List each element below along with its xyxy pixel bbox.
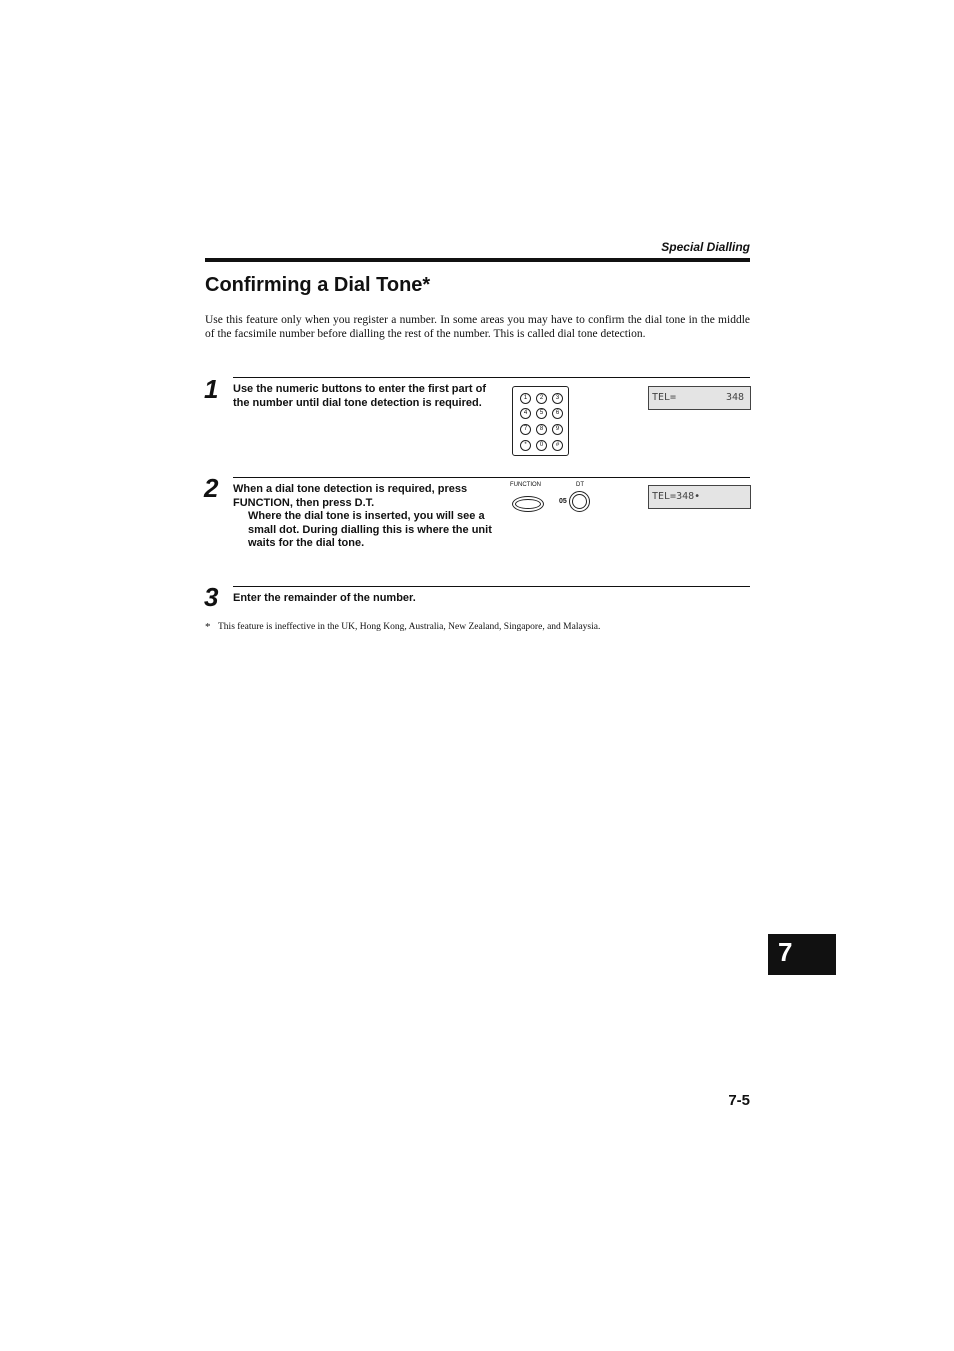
- key-hash[interactable]: #: [552, 440, 563, 451]
- step-1-rule: [233, 377, 750, 378]
- page-heading: Confirming a Dial Tone*: [205, 274, 431, 296]
- footnote-text: This feature is ineffective in the UK, Hong Kong, Australia, New Zealand, Singapore, and Malaysia.: [218, 622, 601, 632]
- step-1-text: Use the numeric buttons to enter the first part of the number until dial tone detection is required.: [233, 383, 487, 409]
- header-rule: [205, 258, 750, 262]
- step-2-subtext: Where the dial tone is inserted, you will see a small dot. During dialling this is where the unit waits for the dial tone.: [248, 510, 492, 549]
- key-star[interactable]: *: [520, 440, 531, 451]
- key-2[interactable]: 2: [536, 393, 547, 404]
- key-1[interactable]: 1: [520, 393, 531, 404]
- step-3-text: Enter the remainder of the number.: [233, 592, 416, 604]
- step-2-number: 2: [204, 473, 219, 503]
- function-button[interactable]: [512, 496, 544, 512]
- key-5[interactable]: 5: [536, 408, 547, 419]
- lcd-text: TEL=348•: [652, 491, 701, 502]
- step-3-number: 3: [204, 582, 219, 612]
- chapter-tab: [768, 934, 836, 975]
- lcd-text-left: TEL=: [652, 392, 677, 403]
- dt-button-number: 05: [559, 498, 567, 505]
- key-6[interactable]: 6: [552, 408, 563, 419]
- key-0[interactable]: 0: [536, 440, 547, 451]
- lcd-display-step-1: [648, 386, 751, 410]
- step-3-rule: [233, 586, 750, 587]
- step-2-rule: [233, 477, 750, 478]
- section-title: Special Dialling: [661, 240, 750, 254]
- key-3[interactable]: 3: [552, 393, 563, 404]
- key-8[interactable]: 8: [536, 424, 547, 435]
- chapter-number: 7: [778, 937, 793, 967]
- intro-paragraph: Use this feature only when you register a number. In some areas you may have to confirm the dial tone in the middle of the facsimile number before dialling the rest of the number. This is called dial tone detection.: [205, 314, 750, 340]
- function-button-label: FUNCTION: [510, 482, 541, 488]
- dt-button[interactable]: [569, 491, 590, 512]
- footnote-mark: *: [205, 621, 211, 633]
- key-4[interactable]: 4: [520, 408, 531, 419]
- dt-button-label: DT: [576, 482, 584, 488]
- numeric-keypad: [512, 386, 569, 456]
- lcd-text-right: 348: [725, 392, 744, 403]
- step-1-number: 1: [204, 374, 219, 404]
- lcd-display-step-2: [648, 485, 751, 509]
- key-9[interactable]: 9: [552, 424, 563, 435]
- key-7[interactable]: 7: [520, 424, 531, 435]
- step-2-text: When a dial tone detection is required, press FUNCTION, then press D.T.: [233, 483, 468, 509]
- page-number: 7-5: [728, 1092, 750, 1109]
